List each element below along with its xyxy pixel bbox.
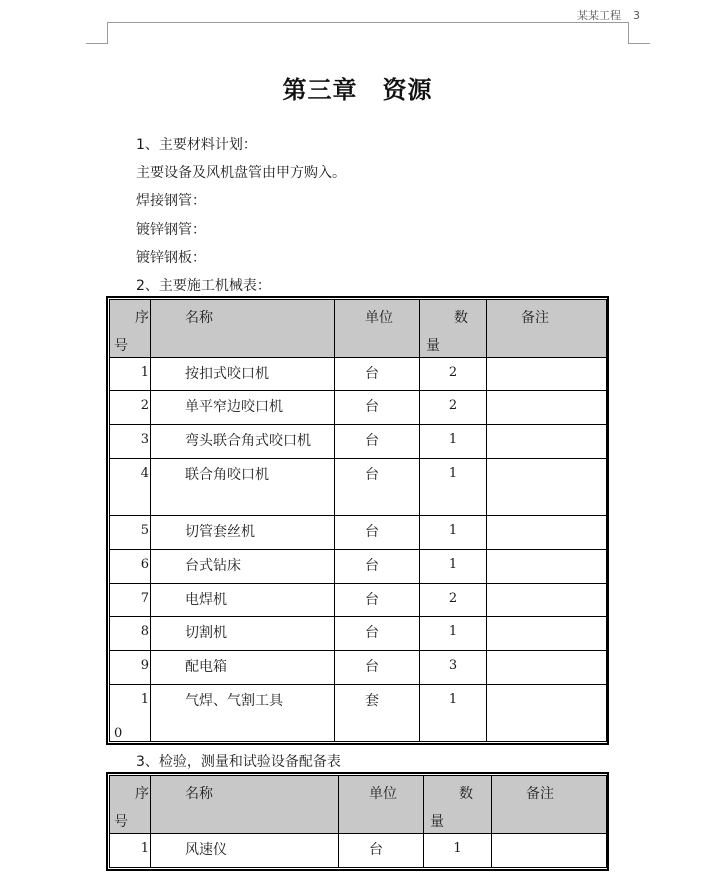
cell-seq: 2: [110, 391, 151, 425]
cell-remark: [487, 516, 607, 550]
cell-qty: 2: [420, 584, 487, 617]
cell-seq: 3: [110, 425, 151, 459]
cell-remark: [487, 584, 607, 617]
cell-seq: 1: [110, 834, 151, 868]
section2-heading: 2、主要施工机械表：: [136, 278, 271, 294]
cell-qty: 1: [420, 459, 487, 516]
cell-name: 台式钻床: [151, 550, 335, 584]
table-header-row: [110, 776, 607, 834]
cell-qty: 1: [420, 617, 487, 651]
col-header-name: 名称: [151, 300, 335, 358]
table-row: [110, 651, 607, 685]
cell-seq-part: 0: [114, 726, 123, 741]
cell-seq: 9: [110, 651, 151, 685]
table-row: [110, 425, 607, 459]
table-row: [110, 459, 607, 516]
crop-mark-right-h: [628, 43, 650, 44]
col-header-seq: 序 号: [110, 776, 151, 834]
cell-name: 联合角咬口机: [151, 459, 335, 516]
cell-seq: 1: [110, 358, 151, 391]
inspection-table: [106, 772, 609, 871]
section1-line: 镀锌钢管：: [136, 222, 206, 238]
cell-qty: 2: [420, 358, 487, 391]
cell-unit: 台: [335, 391, 420, 425]
col-header-name: 名称: [151, 776, 339, 834]
cell-seq: [110, 685, 151, 742]
cell-remark: [487, 550, 607, 584]
cell-qty: 1: [420, 685, 487, 742]
cell-qty: 3: [420, 651, 487, 685]
table-row: [110, 617, 607, 651]
section1-line: 主要设备及风机盘管由甲方购入。: [136, 165, 346, 181]
cell-unit: 台: [335, 358, 420, 391]
cell-remark: [487, 617, 607, 651]
cell-qty: 2: [420, 391, 487, 425]
col-header-qty: 数 量: [420, 300, 487, 358]
cell-qty: 1: [420, 425, 487, 459]
cell-name: 电焊机: [151, 584, 335, 617]
cell-unit: 台: [339, 834, 424, 868]
cell-unit: 台: [335, 425, 420, 459]
cell-qty: 1: [420, 550, 487, 584]
table-header-row: [110, 300, 607, 358]
cell-name: 配电箱: [151, 651, 335, 685]
cell-seq: 4: [110, 459, 151, 516]
cell-remark: [487, 459, 607, 516]
crop-mark-left-v: [107, 22, 108, 44]
col-header-unit: 单位: [335, 300, 420, 358]
cell-unit: 套: [335, 685, 420, 742]
cell-remark: [487, 425, 607, 459]
crop-mark-left-h: [86, 43, 108, 44]
cell-seq: 7: [110, 584, 151, 617]
col-header-remark: 备注: [492, 776, 607, 834]
crop-mark-right-v: [628, 22, 629, 44]
cell-remark: [487, 391, 607, 425]
cell-unit: 台: [335, 550, 420, 584]
col-header-seq: 序 号: [110, 300, 151, 358]
cell-unit: 台: [335, 651, 420, 685]
table-row: [110, 834, 607, 868]
cell-remark: [487, 651, 607, 685]
section1-line: 焊接钢管：: [136, 193, 206, 209]
cell-remark: [487, 685, 607, 742]
header-company: 某某工程: [577, 9, 621, 22]
cell-name: 弯头联合角式咬口机: [151, 425, 335, 459]
table-row: [110, 358, 607, 391]
cell-qty: 1: [420, 516, 487, 550]
machinery-table: [106, 296, 609, 745]
cell-seq: 6: [110, 550, 151, 584]
chapter-title: 第三章 资源: [282, 76, 433, 104]
cell-name: 风速仪: [151, 834, 339, 868]
cell-qty: 1: [424, 834, 492, 868]
table-row: [110, 550, 607, 584]
section1-heading: 1、主要材料计划：: [136, 137, 257, 153]
page-number: 3: [633, 9, 640, 22]
section1-line: 镀锌钢板：: [136, 250, 206, 266]
col-header-qty: 数 量: [424, 776, 492, 834]
col-header-remark: 备注: [487, 300, 607, 358]
cell-seq: 8: [110, 617, 151, 651]
cell-unit: 台: [335, 459, 420, 516]
cell-name: 切割机: [151, 617, 335, 651]
cell-unit: 台: [335, 617, 420, 651]
table-row: [110, 584, 607, 617]
page-header: [540, 7, 640, 23]
col-header-unit: 单位: [339, 776, 424, 834]
cell-name: 按扣式咬口机: [151, 358, 335, 391]
header-rule: [108, 22, 628, 23]
cell-name: 单平窄边咬口机: [151, 391, 335, 425]
cell-remark: [492, 834, 607, 868]
cell-name: 切管套丝机: [151, 516, 335, 550]
cell-unit: 台: [335, 584, 420, 617]
table-row: [110, 516, 607, 550]
cell-seq: 5: [110, 516, 151, 550]
cell-name: 气焊、气割工具: [151, 685, 335, 742]
section3-heading: 3、检验，测量和试验设备配备表: [136, 754, 341, 770]
table-row: [110, 685, 607, 742]
cell-seq-part: 1: [140, 692, 149, 707]
table-row: [110, 391, 607, 425]
cell-remark: [487, 358, 607, 391]
cell-unit: 台: [335, 516, 420, 550]
